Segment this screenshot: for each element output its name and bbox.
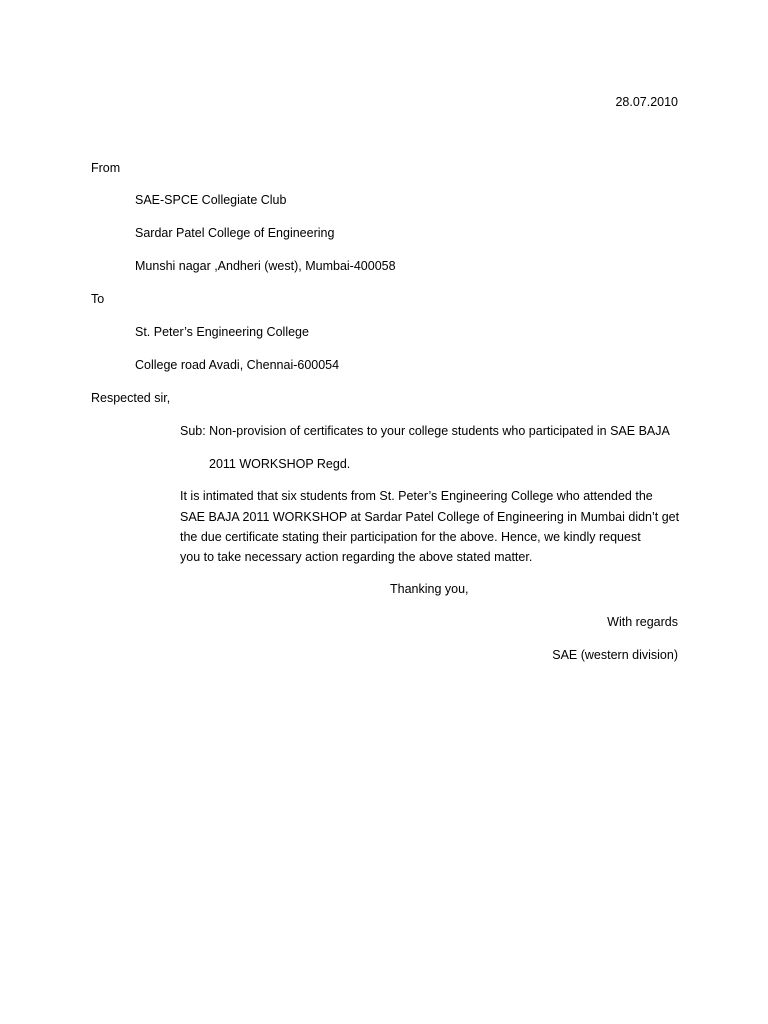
thanking-line: Thanking you, [390, 582, 469, 596]
salutation: Respected sir, [91, 391, 171, 405]
body-line-4: you to take necessary action regarding the above stated matter. [180, 550, 533, 564]
subject-line-1: Sub: Non-provision of certificates to your college students who participated in SAE BAJA [180, 424, 670, 438]
body-line-3: the due certificate stating their participation for the above. Hence, we kindly request [180, 530, 641, 544]
letter-date: 28.07.2010 [615, 95, 678, 109]
sender-line-3: Munshi nagar ,Andheri (west), Mumbai-400058 [135, 259, 396, 273]
to-label: To [91, 292, 105, 306]
from-label: From [91, 161, 121, 175]
signature-line: SAE (western division) [552, 648, 678, 662]
recipient-line-1: St. Peter’s Engineering College [135, 325, 309, 339]
closing-line: With regards [607, 615, 678, 629]
sender-line-2: Sardar Patel College of Engineering [135, 226, 335, 240]
recipient-line-2: College road Avadi, Chennai-600054 [135, 358, 340, 372]
sender-line-1: SAE-SPCE Collegiate Club [135, 193, 287, 207]
body-line-2: SAE BAJA 2011 WORKSHOP at Sardar Patel College of Engineering in Mumbai didn’t get [180, 510, 680, 524]
body-line-1: It is intimated that six students from St. Peter’s Engineering College who attended the [180, 489, 653, 503]
subject-line-2: 2011 WORKSHOP Regd. [209, 457, 351, 471]
